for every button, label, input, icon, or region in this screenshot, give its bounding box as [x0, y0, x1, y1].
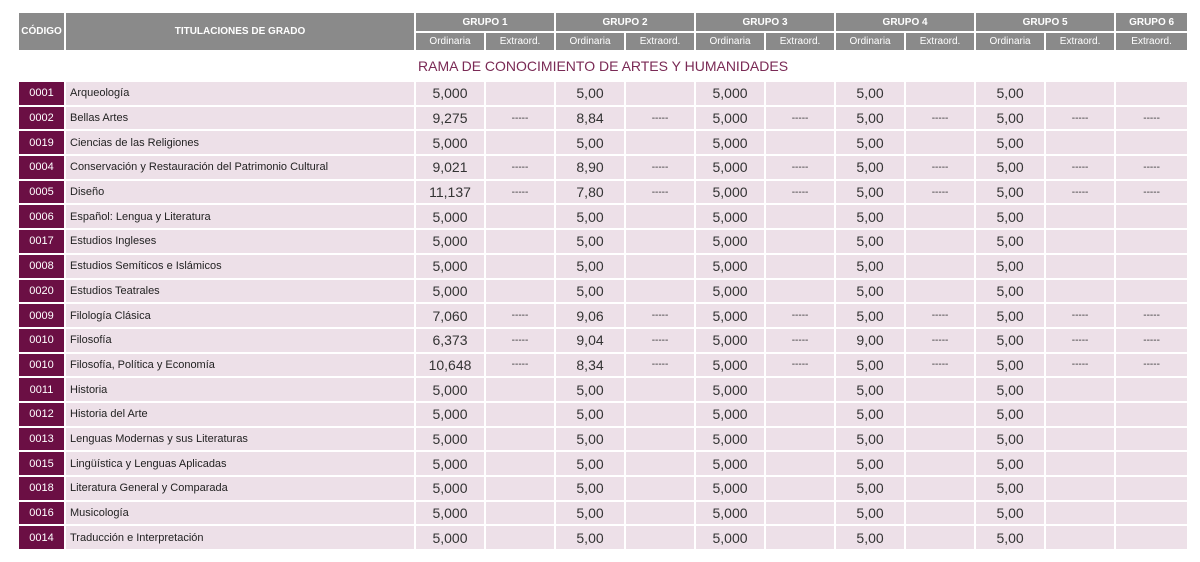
- nota-ordinaria-cell: 5,00: [836, 354, 904, 377]
- extraord-header: Extraord.: [1116, 33, 1187, 50]
- nota-ordinaria-cell: 5,00: [836, 502, 904, 525]
- nota-extraord-cell: [906, 502, 974, 525]
- nota-extraord-cell: [486, 378, 554, 401]
- ordinaria-header: Ordinaria: [416, 33, 484, 50]
- nota-ordinaria-cell: 5,000: [416, 230, 484, 253]
- codigo-cell: 0011: [19, 378, 64, 401]
- nota-ordinaria-cell: 5,00: [556, 280, 624, 303]
- nota-ordinaria-cell: 5,000: [416, 477, 484, 500]
- nota-ordinaria-cell: 5,000: [696, 82, 764, 105]
- nota-extraord-cell: [1046, 403, 1114, 426]
- nota-extraord-cell: -----: [766, 354, 834, 377]
- nota-ordinaria-cell: 5,00: [836, 477, 904, 500]
- nota-extraord-cell: -----: [1116, 304, 1187, 327]
- nota-extraord-cell: -----: [1116, 329, 1187, 352]
- nota-ordinaria-cell: 5,00: [556, 403, 624, 426]
- nota-ordinaria-cell: 5,00: [556, 378, 624, 401]
- titulacion-cell: Historia: [66, 378, 414, 401]
- nota-ordinaria-cell: 5,000: [416, 403, 484, 426]
- nota-ordinaria-cell: 5,00: [976, 205, 1044, 228]
- nota-extraord-cell: -----: [1116, 181, 1187, 204]
- nota-extraord-cell: -----: [486, 354, 554, 377]
- nota-ordinaria-cell: 5,00: [836, 304, 904, 327]
- nota-ordinaria-cell: 11,137: [416, 181, 484, 204]
- extraord-header: Extraord.: [486, 33, 554, 50]
- ordinaria-header: Ordinaria: [836, 33, 904, 50]
- nota-ordinaria-cell: 5,000: [416, 205, 484, 228]
- codigo-cell: 0015: [19, 452, 64, 475]
- table-row: [19, 477, 1187, 500]
- nota-extraord-cell: [1046, 477, 1114, 500]
- nota-extraord-cell: [906, 452, 974, 475]
- nota-ordinaria-cell: 5,00: [556, 502, 624, 525]
- nota-ordinaria-cell: 5,000: [696, 205, 764, 228]
- nota-ordinaria-cell: 8,90: [556, 156, 624, 179]
- nota-extraord-cell: [1046, 428, 1114, 451]
- table-row: [19, 502, 1187, 525]
- nota-ordinaria-cell: 5,00: [836, 452, 904, 475]
- nota-extraord-cell: [906, 82, 974, 105]
- titulacion-cell: Diseño: [66, 181, 414, 204]
- titulacion-cell: Español: Lengua y Literatura: [66, 205, 414, 228]
- nota-extraord-cell: -----: [1046, 181, 1114, 204]
- nota-extraord-cell: [766, 428, 834, 451]
- nota-ordinaria-cell: 5,000: [696, 378, 764, 401]
- nota-ordinaria-cell: 5,000: [416, 131, 484, 154]
- codigo-cell: 0006: [19, 205, 64, 228]
- extraord-header: Extraord.: [766, 33, 834, 50]
- codigo-cell: 0018: [19, 477, 64, 500]
- titulacion-cell: Conservación y Restauración del Patrimonio Cultural: [66, 156, 414, 179]
- nota-extraord-cell: [626, 131, 694, 154]
- titulaciones-header: TITULACIONES DE GRADO: [66, 13, 414, 50]
- nota-extraord-cell: [906, 205, 974, 228]
- table-row: [19, 329, 1187, 352]
- nota-extraord-cell: [1116, 82, 1187, 105]
- nota-extraord-cell: -----: [766, 107, 834, 130]
- table-row: [19, 428, 1187, 451]
- nota-extraord-cell: [906, 428, 974, 451]
- nota-extraord-cell: [906, 255, 974, 278]
- nota-extraord-cell: [766, 230, 834, 253]
- nota-extraord-cell: -----: [1046, 329, 1114, 352]
- nota-extraord-cell: -----: [626, 156, 694, 179]
- nota-extraord-cell: [906, 230, 974, 253]
- titulacion-cell: Filosofía: [66, 329, 414, 352]
- nota-extraord-cell: [766, 131, 834, 154]
- nota-extraord-cell: [626, 280, 694, 303]
- codigo-cell: 0001: [19, 82, 64, 105]
- nota-ordinaria-cell: 5,00: [976, 131, 1044, 154]
- table-row: [19, 156, 1187, 179]
- nota-ordinaria-cell: 5,00: [976, 477, 1044, 500]
- titulacion-cell: Ciencias de las Religiones: [66, 131, 414, 154]
- nota-extraord-cell: [1046, 82, 1114, 105]
- nota-ordinaria-cell: 5,00: [836, 526, 904, 549]
- nota-extraord-cell: [766, 82, 834, 105]
- table-row: [19, 304, 1187, 327]
- codigo-header: CÓDIGO: [19, 13, 64, 50]
- nota-extraord-cell: -----: [1046, 156, 1114, 179]
- nota-extraord-cell: -----: [1116, 156, 1187, 179]
- nota-extraord-cell: [1116, 230, 1187, 253]
- extraord-header: Extraord.: [1046, 33, 1114, 50]
- nota-extraord-cell: [1116, 428, 1187, 451]
- nota-extraord-cell: [1046, 205, 1114, 228]
- nota-extraord-cell: -----: [486, 181, 554, 204]
- nota-extraord-cell: [1046, 280, 1114, 303]
- nota-extraord-cell: -----: [626, 304, 694, 327]
- nota-ordinaria-cell: 5,000: [696, 304, 764, 327]
- table-row: [19, 230, 1187, 253]
- nota-ordinaria-cell: 5,000: [696, 107, 764, 130]
- nota-extraord-cell: [626, 255, 694, 278]
- nota-ordinaria-cell: 5,000: [416, 502, 484, 525]
- table-row: [19, 82, 1187, 105]
- codigo-cell: 0019: [19, 131, 64, 154]
- nota-ordinaria-cell: 5,00: [836, 107, 904, 130]
- nota-extraord-cell: [766, 255, 834, 278]
- nota-extraord-cell: [906, 403, 974, 426]
- nota-extraord-cell: -----: [1046, 304, 1114, 327]
- nota-ordinaria-cell: 5,00: [976, 255, 1044, 278]
- nota-ordinaria-cell: 5,00: [556, 255, 624, 278]
- nota-extraord-cell: [626, 82, 694, 105]
- nota-extraord-cell: [626, 452, 694, 475]
- titulacion-cell: Bellas Artes: [66, 107, 414, 130]
- grupo-6-header: GRUPO 6: [1116, 13, 1187, 31]
- nota-ordinaria-cell: 5,00: [836, 403, 904, 426]
- nota-extraord-cell: [906, 131, 974, 154]
- nota-ordinaria-cell: 5,000: [696, 354, 764, 377]
- nota-extraord-cell: -----: [1046, 107, 1114, 130]
- nota-ordinaria-cell: 5,000: [416, 378, 484, 401]
- nota-ordinaria-cell: 5,00: [976, 230, 1044, 253]
- nota-ordinaria-cell: 5,00: [976, 428, 1044, 451]
- nota-ordinaria-cell: 5,00: [836, 378, 904, 401]
- nota-ordinaria-cell: 5,000: [416, 255, 484, 278]
- nota-extraord-cell: [766, 452, 834, 475]
- nota-extraord-cell: -----: [766, 156, 834, 179]
- nota-extraord-cell: [1046, 230, 1114, 253]
- nota-ordinaria-cell: 5,000: [416, 428, 484, 451]
- codigo-cell: 0008: [19, 255, 64, 278]
- nota-extraord-cell: [1116, 403, 1187, 426]
- nota-extraord-cell: -----: [766, 181, 834, 204]
- nota-extraord-cell: [486, 82, 554, 105]
- nota-ordinaria-cell: 10,648: [416, 354, 484, 377]
- nota-extraord-cell: -----: [906, 304, 974, 327]
- nota-extraord-cell: [906, 477, 974, 500]
- nota-ordinaria-cell: 5,000: [696, 428, 764, 451]
- nota-ordinaria-cell: 5,00: [836, 255, 904, 278]
- codigo-cell: 0012: [19, 403, 64, 426]
- nota-extraord-cell: -----: [906, 107, 974, 130]
- nota-extraord-cell: -----: [626, 181, 694, 204]
- nota-extraord-cell: [486, 428, 554, 451]
- nota-ordinaria-cell: 5,00: [976, 403, 1044, 426]
- nota-ordinaria-cell: 7,80: [556, 181, 624, 204]
- nota-extraord-cell: -----: [1046, 354, 1114, 377]
- nota-extraord-cell: [766, 477, 834, 500]
- nota-extraord-cell: [1046, 378, 1114, 401]
- nota-extraord-cell: -----: [906, 329, 974, 352]
- table-row: [19, 255, 1187, 278]
- codigo-cell: 0020: [19, 280, 64, 303]
- nota-ordinaria-cell: 9,00: [836, 329, 904, 352]
- nota-extraord-cell: [1116, 131, 1187, 154]
- nota-extraord-cell: -----: [1116, 354, 1187, 377]
- nota-extraord-cell: -----: [766, 304, 834, 327]
- codigo-cell: 0005: [19, 181, 64, 204]
- nota-ordinaria-cell: 5,000: [696, 156, 764, 179]
- nota-extraord-cell: [486, 403, 554, 426]
- nota-extraord-cell: -----: [486, 304, 554, 327]
- nota-extraord-cell: -----: [766, 329, 834, 352]
- table-row: [19, 107, 1187, 130]
- nota-ordinaria-cell: 5,00: [976, 82, 1044, 105]
- nota-extraord-cell: [486, 205, 554, 228]
- nota-ordinaria-cell: 5,00: [556, 452, 624, 475]
- nota-ordinaria-cell: 5,00: [556, 477, 624, 500]
- table-row: [19, 354, 1187, 377]
- titulacion-cell: Arqueología: [66, 82, 414, 105]
- nota-extraord-cell: [486, 452, 554, 475]
- nota-ordinaria-cell: 5,00: [976, 181, 1044, 204]
- cut-off-table: [17, 11, 1189, 551]
- nota-ordinaria-cell: 5,00: [836, 82, 904, 105]
- nota-ordinaria-cell: 5,000: [696, 230, 764, 253]
- nota-extraord-cell: -----: [906, 181, 974, 204]
- nota-extraord-cell: [1116, 280, 1187, 303]
- codigo-cell: 0009: [19, 304, 64, 327]
- nota-extraord-cell: [626, 502, 694, 525]
- nota-ordinaria-cell: 8,34: [556, 354, 624, 377]
- nota-ordinaria-cell: 5,00: [976, 280, 1044, 303]
- nota-ordinaria-cell: 5,000: [416, 82, 484, 105]
- nota-extraord-cell: [1116, 477, 1187, 500]
- nota-extraord-cell: [766, 526, 834, 549]
- nota-extraord-cell: -----: [626, 329, 694, 352]
- ordinaria-header: Ordinaria: [696, 33, 764, 50]
- titulacion-cell: Musicología: [66, 502, 414, 525]
- ordinaria-header: Ordinaria: [556, 33, 624, 50]
- nota-ordinaria-cell: 5,00: [976, 452, 1044, 475]
- nota-extraord-cell: [486, 526, 554, 549]
- nota-extraord-cell: [626, 428, 694, 451]
- nota-ordinaria-cell: 9,021: [416, 156, 484, 179]
- grupo-5-header: GRUPO 5: [976, 13, 1114, 31]
- codigo-cell: 0016: [19, 502, 64, 525]
- nota-extraord-cell: [1046, 502, 1114, 525]
- nota-ordinaria-cell: 5,00: [556, 230, 624, 253]
- nota-extraord-cell: [486, 131, 554, 154]
- nota-extraord-cell: -----: [486, 329, 554, 352]
- nota-ordinaria-cell: 5,00: [976, 156, 1044, 179]
- nota-extraord-cell: [1116, 452, 1187, 475]
- table-row: [19, 378, 1187, 401]
- table-row: [19, 280, 1187, 303]
- nota-ordinaria-cell: 5,000: [696, 131, 764, 154]
- codigo-cell: 0014: [19, 526, 64, 549]
- nota-ordinaria-cell: 5,000: [696, 502, 764, 525]
- grupo-4-header: GRUPO 4: [836, 13, 974, 31]
- nota-ordinaria-cell: 5,00: [836, 280, 904, 303]
- nota-extraord-cell: -----: [486, 156, 554, 179]
- nota-ordinaria-cell: 5,00: [836, 156, 904, 179]
- nota-ordinaria-cell: 5,00: [976, 107, 1044, 130]
- nota-ordinaria-cell: 5,00: [836, 181, 904, 204]
- nota-ordinaria-cell: 5,00: [976, 502, 1044, 525]
- grupo-3-header: GRUPO 3: [696, 13, 834, 31]
- titulacion-cell: Lenguas Modernas y sus Literaturas: [66, 428, 414, 451]
- ordinaria-header: Ordinaria: [976, 33, 1044, 50]
- nota-extraord-cell: [766, 205, 834, 228]
- table-row: [19, 452, 1187, 475]
- nota-ordinaria-cell: 5,000: [416, 526, 484, 549]
- nota-extraord-cell: [486, 230, 554, 253]
- nota-extraord-cell: [486, 280, 554, 303]
- nota-ordinaria-cell: 5,000: [696, 181, 764, 204]
- grupo-1-header: GRUPO 1: [416, 13, 554, 31]
- table-row: [19, 403, 1187, 426]
- nota-ordinaria-cell: 5,00: [836, 131, 904, 154]
- nota-ordinaria-cell: 5,000: [416, 452, 484, 475]
- nota-extraord-cell: [1046, 131, 1114, 154]
- nota-extraord-cell: [486, 477, 554, 500]
- nota-ordinaria-cell: 5,00: [556, 82, 624, 105]
- nota-extraord-cell: [626, 230, 694, 253]
- table-row: [19, 181, 1187, 204]
- nota-extraord-cell: [486, 255, 554, 278]
- nota-ordinaria-cell: 7,060: [416, 304, 484, 327]
- nota-extraord-cell: [906, 526, 974, 549]
- nota-extraord-cell: [906, 280, 974, 303]
- nota-extraord-cell: -----: [486, 107, 554, 130]
- nota-extraord-cell: [626, 205, 694, 228]
- nota-extraord-cell: [766, 403, 834, 426]
- nota-extraord-cell: -----: [1116, 107, 1187, 130]
- titulacion-cell: Estudios Semíticos e Islámicos: [66, 255, 414, 278]
- nota-ordinaria-cell: 8,84: [556, 107, 624, 130]
- nota-ordinaria-cell: 5,00: [556, 131, 624, 154]
- nota-ordinaria-cell: 9,04: [556, 329, 624, 352]
- nota-extraord-cell: [626, 403, 694, 426]
- nota-ordinaria-cell: 5,00: [556, 526, 624, 549]
- table-row: [19, 526, 1187, 549]
- nota-ordinaria-cell: 5,00: [976, 329, 1044, 352]
- grupo-2-header: GRUPO 2: [556, 13, 694, 31]
- titulacion-cell: Lingüística y Lenguas Aplicadas: [66, 452, 414, 475]
- rama-title: RAMA DE CONOCIMIENTO DE ARTES Y HUMANIDADES: [19, 52, 1187, 80]
- codigo-cell: 0010: [19, 354, 64, 377]
- codigo-cell: 0013: [19, 428, 64, 451]
- nota-extraord-cell: [1116, 502, 1187, 525]
- nota-ordinaria-cell: 5,000: [696, 452, 764, 475]
- nota-extraord-cell: [1116, 378, 1187, 401]
- table-row: [19, 131, 1187, 154]
- nota-extraord-cell: [486, 502, 554, 525]
- nota-extraord-cell: [906, 378, 974, 401]
- codigo-cell: 0004: [19, 156, 64, 179]
- nota-ordinaria-cell: 9,06: [556, 304, 624, 327]
- titulacion-cell: Filosofía, Política y Economía: [66, 354, 414, 377]
- codigo-cell: 0010: [19, 329, 64, 352]
- nota-extraord-cell: [1046, 526, 1114, 549]
- nota-extraord-cell: -----: [626, 354, 694, 377]
- nota-ordinaria-cell: 5,00: [836, 428, 904, 451]
- nota-extraord-cell: [626, 378, 694, 401]
- titulacion-cell: Estudios Ingleses: [66, 230, 414, 253]
- nota-extraord-cell: [1116, 526, 1187, 549]
- nota-ordinaria-cell: 5,00: [836, 230, 904, 253]
- nota-extraord-cell: -----: [906, 156, 974, 179]
- nota-ordinaria-cell: 5,00: [556, 428, 624, 451]
- table-row: [19, 205, 1187, 228]
- nota-extraord-cell: [626, 477, 694, 500]
- nota-extraord-cell: [626, 526, 694, 549]
- nota-extraord-cell: [1116, 255, 1187, 278]
- titulacion-cell: Estudios Teatrales: [66, 280, 414, 303]
- titulacion-cell: Traducción e Interpretación: [66, 526, 414, 549]
- titulacion-cell: Literatura General y Comparada: [66, 477, 414, 500]
- nota-ordinaria-cell: 5,000: [696, 255, 764, 278]
- nota-extraord-cell: [766, 280, 834, 303]
- nota-extraord-cell: [766, 502, 834, 525]
- nota-ordinaria-cell: 6,373: [416, 329, 484, 352]
- nota-ordinaria-cell: 5,00: [976, 526, 1044, 549]
- nota-extraord-cell: [1116, 205, 1187, 228]
- nota-ordinaria-cell: 5,00: [976, 354, 1044, 377]
- nota-ordinaria-cell: 5,000: [696, 403, 764, 426]
- titulacion-cell: Historia del Arte: [66, 403, 414, 426]
- nota-ordinaria-cell: 5,00: [836, 205, 904, 228]
- extraord-header: Extraord.: [626, 33, 694, 50]
- nota-ordinaria-cell: 5,00: [976, 378, 1044, 401]
- nota-ordinaria-cell: 5,000: [416, 280, 484, 303]
- nota-extraord-cell: [1046, 255, 1114, 278]
- nota-ordinaria-cell: 5,000: [696, 477, 764, 500]
- nota-ordinaria-cell: 9,275: [416, 107, 484, 130]
- titulacion-cell: Filología Clásica: [66, 304, 414, 327]
- codigo-cell: 0017: [19, 230, 64, 253]
- nota-extraord-cell: [766, 378, 834, 401]
- nota-ordinaria-cell: 5,000: [696, 329, 764, 352]
- nota-ordinaria-cell: 5,00: [976, 304, 1044, 327]
- nota-ordinaria-cell: 5,000: [696, 280, 764, 303]
- nota-ordinaria-cell: 5,000: [696, 526, 764, 549]
- nota-ordinaria-cell: 5,00: [556, 205, 624, 228]
- nota-extraord-cell: -----: [626, 107, 694, 130]
- extraord-header: Extraord.: [906, 33, 974, 50]
- nota-extraord-cell: [1046, 452, 1114, 475]
- codigo-cell: 0002: [19, 107, 64, 130]
- nota-extraord-cell: -----: [906, 354, 974, 377]
